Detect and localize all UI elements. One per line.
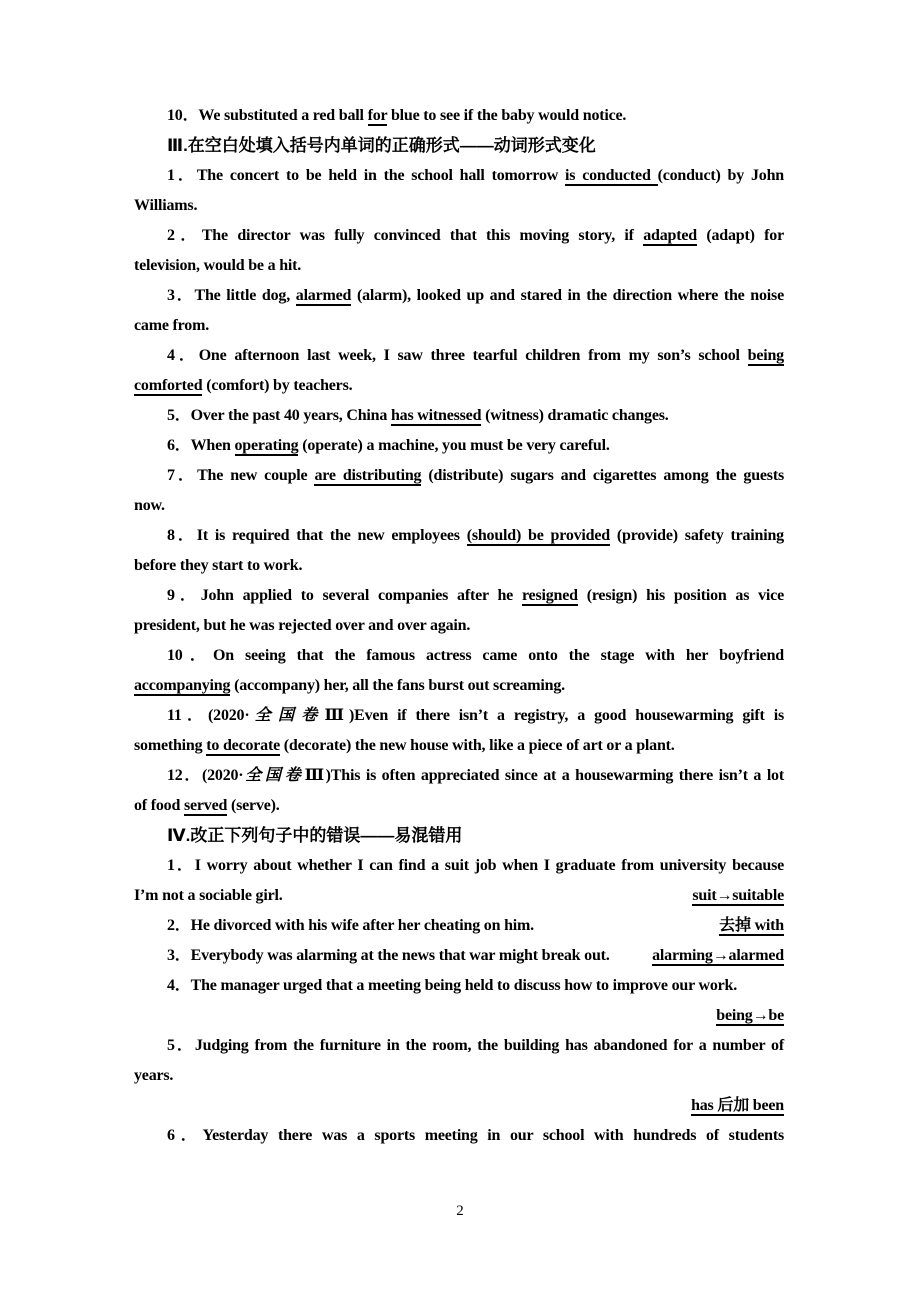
text-run: (serve). xyxy=(227,797,280,814)
doc-line xyxy=(134,191,784,221)
text-run: came from. xyxy=(134,317,210,334)
answer-text: being→be xyxy=(716,1007,784,1024)
doc-line xyxy=(134,431,784,461)
answer-text: 去掉 with xyxy=(719,917,784,934)
text-run: 11．(2020· xyxy=(167,707,250,724)
answer-text: to decorate xyxy=(206,737,280,754)
answer-text: for xyxy=(367,107,388,124)
answer-text: alarming→alarmed xyxy=(652,947,784,964)
doc-line xyxy=(134,341,784,371)
text-run: (provide) safety training xyxy=(609,527,784,544)
text-run: Williams. xyxy=(134,197,198,214)
answer-text: has 后加 been xyxy=(691,1097,784,1114)
doc-line xyxy=(134,101,784,131)
text-run: 1．The concert to be held in the school hall tomorrow xyxy=(167,167,566,184)
doc-line xyxy=(134,1031,784,1061)
doc-line xyxy=(134,1121,784,1151)
text-run: Ⅲ.在空白处填入括号内单词的正确形式——动词形式变化 xyxy=(167,136,596,155)
text-run: 3．Everybody was alarming at the news that war might break out. xyxy=(167,947,610,964)
doc-line xyxy=(134,311,784,341)
text-run: (resign) his position as vice xyxy=(577,587,784,604)
text-run: of food xyxy=(134,797,184,814)
text-run: (distribute) sugars and cigarettes among the guests xyxy=(421,467,784,484)
text-run: (decorate) the new house with, like a piece of art or a plant. xyxy=(280,737,675,754)
answer-text: being xyxy=(747,347,784,364)
doc-line xyxy=(134,221,784,251)
text-run: 6．Yesterday there was a sports meeting in our school with hundreds of students xyxy=(167,1127,784,1144)
text-run: 全国卷 xyxy=(249,707,325,724)
correction-answer xyxy=(652,941,784,971)
doc-line xyxy=(134,851,784,881)
text-run: (adapt) for xyxy=(696,227,785,244)
doc-line xyxy=(134,941,784,971)
doc-line xyxy=(134,491,784,521)
answer-text: (should) be provided xyxy=(466,527,610,544)
text-run: 12．(2020· xyxy=(167,767,244,784)
text-run: (witness) dramatic changes. xyxy=(481,407,669,424)
answer-text: comforted xyxy=(134,377,203,394)
text-run: 5．Judging from the furniture in the room, the building has abandoned for a number of xyxy=(167,1037,784,1054)
doc-line xyxy=(134,671,784,701)
doc-line xyxy=(134,251,784,281)
text-run: I’m not a sociable girl. xyxy=(134,887,283,904)
text-run: years. xyxy=(134,1067,174,1084)
text-run: (conduct) by John xyxy=(657,167,784,184)
text-run: 7．The new couple xyxy=(167,467,315,484)
doc-line xyxy=(134,1091,784,1121)
doc-line xyxy=(134,1001,784,1031)
text-run: (accompany) her, all the fans burst out screaming. xyxy=(230,677,565,694)
text-run: blue to see if the baby would notice. xyxy=(387,107,627,124)
doc-line xyxy=(134,971,784,1001)
text-run: 8．It is required that the new employees xyxy=(167,527,467,544)
answer-text: served xyxy=(183,797,228,814)
doc-line xyxy=(134,731,784,761)
doc-line xyxy=(134,461,784,491)
answer-text: adapted xyxy=(643,227,697,244)
answer-text: accompanying xyxy=(134,677,231,694)
answer-text: resigned xyxy=(521,587,578,604)
page-footer xyxy=(0,1199,920,1223)
doc-line xyxy=(134,611,784,641)
answer-text: suit→suitable xyxy=(692,887,784,904)
answer-text: has witnessed xyxy=(390,407,482,424)
text-run: (comfort) by teachers. xyxy=(202,377,353,394)
text-run: now. xyxy=(134,497,165,514)
doc-line xyxy=(134,701,784,731)
document-body xyxy=(134,101,784,1151)
text-run: (alarm), looked up and stared in the direction where the noise xyxy=(351,287,784,304)
text-run: Ⅲ)This is often appreciated since at a housewarming there isn’t a lot xyxy=(304,767,784,784)
doc-line xyxy=(134,791,784,821)
text-run: 10．We substituted a red ball xyxy=(167,107,368,124)
doc-line xyxy=(134,401,784,431)
text-run: 6．When xyxy=(167,437,235,454)
answer-text: are distributing xyxy=(314,467,422,484)
correction-answer xyxy=(719,911,784,941)
sentence-text xyxy=(167,911,534,941)
doc-line xyxy=(134,1061,784,1091)
text-run: 5．Over the past 40 years, China xyxy=(167,407,391,424)
section-heading xyxy=(134,131,784,161)
doc-line xyxy=(134,521,784,551)
text-run: 4．The manager urged that a meeting being held to discuss how to improve our work. xyxy=(167,977,738,994)
doc-line xyxy=(134,881,784,911)
text-run: television, would be a hit. xyxy=(134,257,302,274)
section-heading xyxy=(134,821,784,851)
answer-text: is conducted xyxy=(565,167,658,184)
doc-line xyxy=(134,761,784,791)
answer-text: alarmed xyxy=(295,287,352,304)
sentence-text xyxy=(134,881,283,911)
correction-answer xyxy=(692,881,784,911)
text-run: 全国卷 xyxy=(243,767,305,784)
text-run: 3．The little dog, xyxy=(167,287,296,304)
sentence-text xyxy=(167,941,610,971)
text-run: Ⅳ.改正下列句子中的错误——易混错用 xyxy=(167,826,463,845)
text-run: (operate) a machine, you must be very careful. xyxy=(298,437,610,454)
text-run: 10．On seeing that the famous actress came onto the stage with her boyfriend xyxy=(167,647,784,664)
text-run: Ⅲ)Even if there isn’t a registry, a good housewarming gift is xyxy=(324,707,784,724)
text-run: president, but he was rejected over and over again. xyxy=(134,617,471,634)
text-run: before they start to work. xyxy=(134,557,303,574)
page-number: 2 xyxy=(456,1203,464,1219)
doc-line xyxy=(134,581,784,611)
doc-line xyxy=(134,551,784,581)
doc-line xyxy=(134,161,784,191)
doc-line xyxy=(134,641,784,671)
text-run: 1．I worry about whether I can find a suit job when I graduate from university because xyxy=(167,857,784,874)
answer-text: operating xyxy=(234,437,299,454)
text-run: 2．The director was fully convinced that this moving story, if xyxy=(167,227,644,244)
doc-line xyxy=(134,911,784,941)
text-run: 2．He divorced with his wife after her cheating on him. xyxy=(167,917,534,934)
text-run: something xyxy=(134,737,207,754)
text-run: 4．One afternoon last week, I saw three tearful children from my son’s school xyxy=(167,347,748,364)
doc-line xyxy=(134,281,784,311)
doc-line xyxy=(134,371,784,401)
text-run: 9．John applied to several companies after he xyxy=(167,587,522,604)
